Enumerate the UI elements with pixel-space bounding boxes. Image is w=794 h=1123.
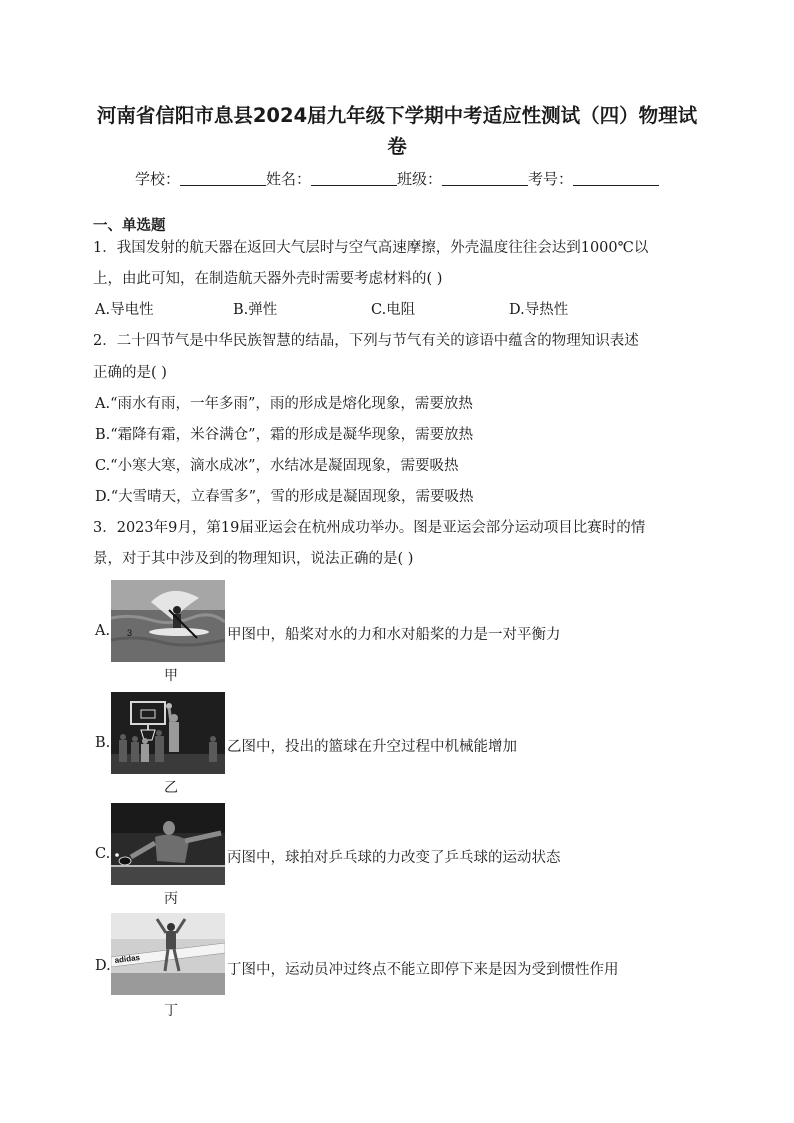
exam-number-label: 考号： <box>528 170 574 188</box>
q3-option-c-caption: 丙 <box>164 891 178 907</box>
document-title <box>90 100 704 162</box>
q1-option-c: C.电阻 <box>371 302 416 318</box>
basketball-photo <box>111 692 225 774</box>
q3-option-b-caption: 乙 <box>164 780 178 796</box>
q3-option-b-label: B. <box>95 735 111 751</box>
q2-stem-line-2: 正确的是( ) <box>93 365 167 381</box>
school-blank <box>180 171 266 186</box>
q2-stem-line-1: 2．二十四节气是中华民族智慧的结晶，下列与节气有关的谚语中蕴含的物理知识表述 <box>93 333 639 349</box>
q1-option-b: B.弹性 <box>233 302 278 318</box>
q2-option-a: A.“雨水有雨，一年多雨”，雨的形成是熔化现象，需要放热 <box>95 396 473 412</box>
name-blank <box>311 171 397 186</box>
q3-option-a-caption: 甲 <box>164 668 178 684</box>
q3-option-b-text: 乙图中，投出的篮球在升空过程中机械能增加 <box>227 739 517 755</box>
q3-option-d-label: D. <box>95 958 111 974</box>
canoe-number: 3 <box>127 628 133 638</box>
school-label: 学校： <box>134 170 180 188</box>
q1-option-d: D.导热性 <box>509 302 569 318</box>
q1-stem-line-1: 1．我国发射的航天器在返回大气层时与空气高速摩擦，外壳温度往往会达到1000℃以 <box>93 240 649 256</box>
q3-stem-line-2: 景，对于其中涉及到的物理知识，说法正确的是( ) <box>93 551 414 567</box>
q3-option-c-text: 丙图中，球拍对乒乓球的力改变了乒乓球的运动状态 <box>227 850 561 866</box>
section-heading: 一、单选题 <box>93 218 166 234</box>
q3-option-d-caption: 丁 <box>164 1003 178 1019</box>
q3-stem-line-1: 3．2023年9月，第19届亚运会在杭州成功举办。图是亚运会部分运动项目比赛时的情 <box>93 520 646 536</box>
title-line-1: 河南省信阳市息县2024届九年级下学期中考适应性测试（四）物理试 <box>96 104 698 127</box>
canoe-photo <box>111 580 225 662</box>
q1-option-a: A.导电性 <box>95 302 154 318</box>
title-line-2: 卷 <box>387 135 407 158</box>
q3-option-d-text: 丁图中，运动员冲过终点不能立即停下来是因为受到惯性作用 <box>227 962 619 978</box>
q3-option-a-text: 甲图中，船桨对水的力和水对船桨的力是一对平衡力 <box>227 627 561 643</box>
q3-option-a-label: A. <box>95 623 111 639</box>
q1-stem-line-2: 上，由此可知，在制造航天器外壳时需要考虑材料的( ) <box>93 271 443 287</box>
finish-banner-text: adidas <box>114 952 141 965</box>
q3-option-c-label: C. <box>95 846 111 862</box>
q2-option-b: B.“霜降有霜，米谷满仓”，霜的形成是凝华现象，需要放热 <box>95 427 474 443</box>
student-info-row <box>0 168 794 190</box>
class-blank <box>442 171 528 186</box>
q2-option-d: D.“大雪晴天，立春雪多”，雪的形成是凝固现象，需要吸热 <box>95 489 474 505</box>
finish-line-photo <box>111 913 225 995</box>
table-tennis-photo <box>111 803 225 885</box>
q2-option-c: C.“小寒大寒，滴水成冰”，水结冰是凝固现象，需要吸热 <box>95 458 459 474</box>
exam-number-blank <box>573 171 659 186</box>
name-label: 姓名： <box>265 170 311 188</box>
class-label: 班级： <box>397 170 443 188</box>
